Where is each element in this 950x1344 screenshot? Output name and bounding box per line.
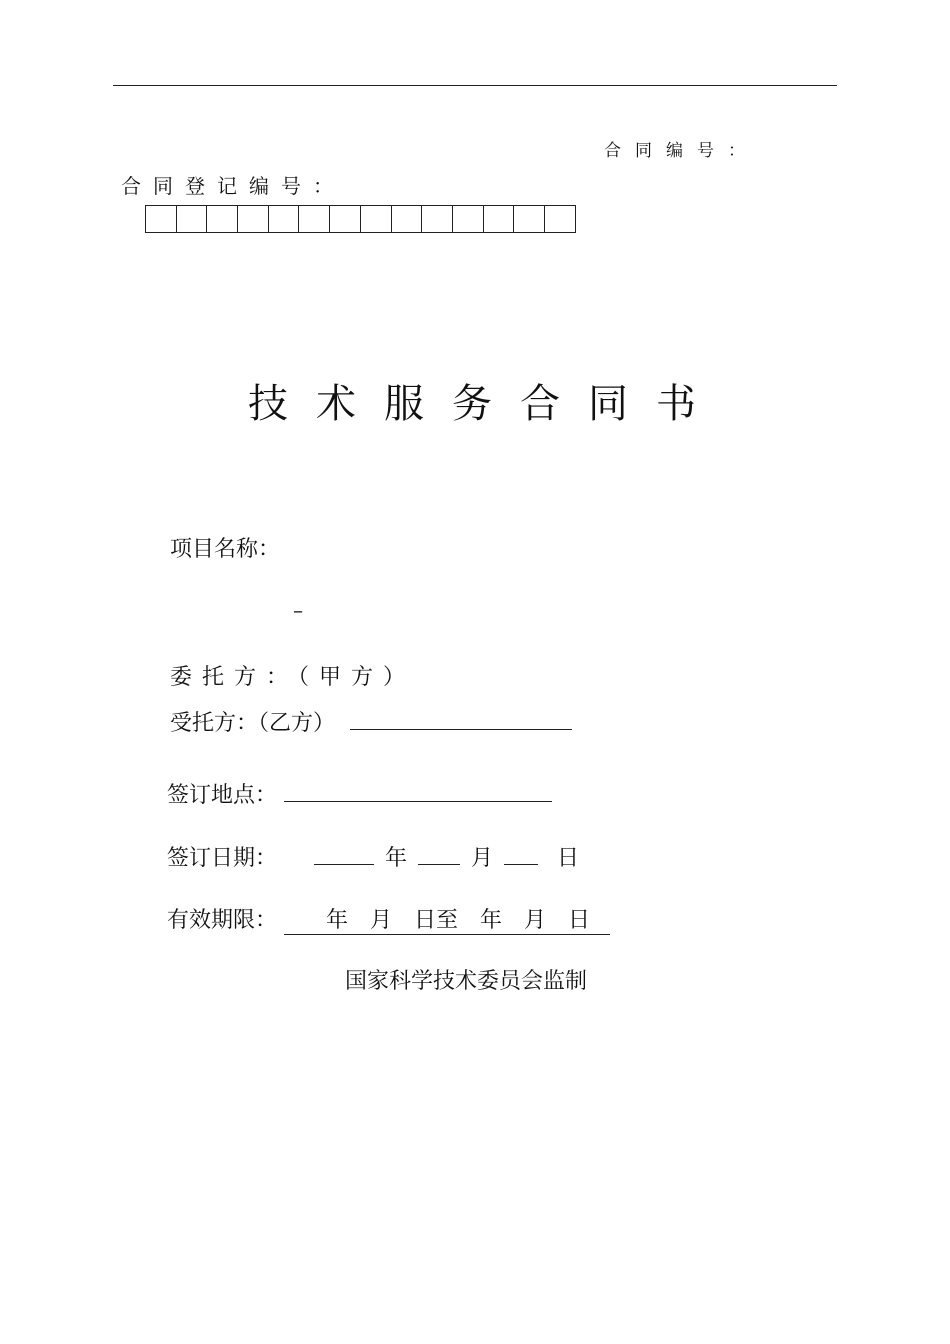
validity-label: 有效期限： bbox=[167, 908, 278, 933]
sign-place-blank[interactable] bbox=[284, 801, 552, 802]
validity-row bbox=[167, 903, 610, 935]
registration-number-box[interactable] bbox=[392, 206, 423, 232]
sign-day-blank[interactable] bbox=[504, 864, 538, 865]
registration-number-box[interactable] bbox=[545, 206, 576, 232]
project-name-value: – bbox=[293, 598, 303, 622]
registration-number-box[interactable] bbox=[207, 206, 238, 232]
sign-month-unit: 月 bbox=[471, 846, 494, 871]
project-name-label: 项目名称： bbox=[170, 537, 281, 562]
supervisor-note: 国家科学技术委员会监制 bbox=[345, 969, 588, 994]
registration-number-box[interactable] bbox=[146, 206, 177, 232]
sign-date-row bbox=[167, 841, 583, 872]
validity-period[interactable]: 年 月 日至 年 月 日 bbox=[284, 903, 610, 935]
registration-number-box[interactable] bbox=[269, 206, 300, 232]
registration-number-box[interactable] bbox=[238, 206, 269, 232]
top-rule bbox=[113, 85, 837, 86]
contractor-row bbox=[170, 706, 572, 737]
sign-date-label: 签订日期： bbox=[167, 846, 278, 871]
registration-number-box[interactable] bbox=[177, 206, 208, 232]
registration-number-box[interactable] bbox=[330, 206, 361, 232]
registration-number-box[interactable] bbox=[484, 206, 515, 232]
contract-number-label: 合同编号： bbox=[604, 141, 759, 161]
sign-place-label: 签订地点： bbox=[167, 783, 278, 808]
client-label: 委托方：（甲方） bbox=[170, 665, 416, 690]
sign-year-blank[interactable] bbox=[314, 864, 374, 865]
registration-number-boxes bbox=[145, 205, 576, 233]
registration-number-box[interactable] bbox=[299, 206, 330, 232]
contractor-label: 受托方：（乙方） bbox=[170, 711, 336, 736]
registration-number-label: 合同登记编号： bbox=[121, 174, 345, 198]
registration-number-box[interactable] bbox=[361, 206, 392, 232]
sign-month-blank[interactable] bbox=[418, 864, 460, 865]
document-title: 技术服务合同书 bbox=[248, 381, 724, 427]
sign-place-row bbox=[167, 778, 552, 809]
contractor-blank[interactable] bbox=[350, 729, 572, 730]
registration-number-box[interactable] bbox=[514, 206, 545, 232]
registration-number-box[interactable] bbox=[453, 206, 484, 232]
sign-year-unit: 年 bbox=[385, 846, 408, 871]
registration-number-box[interactable] bbox=[422, 206, 453, 232]
sign-day-unit: 日 bbox=[557, 846, 580, 871]
